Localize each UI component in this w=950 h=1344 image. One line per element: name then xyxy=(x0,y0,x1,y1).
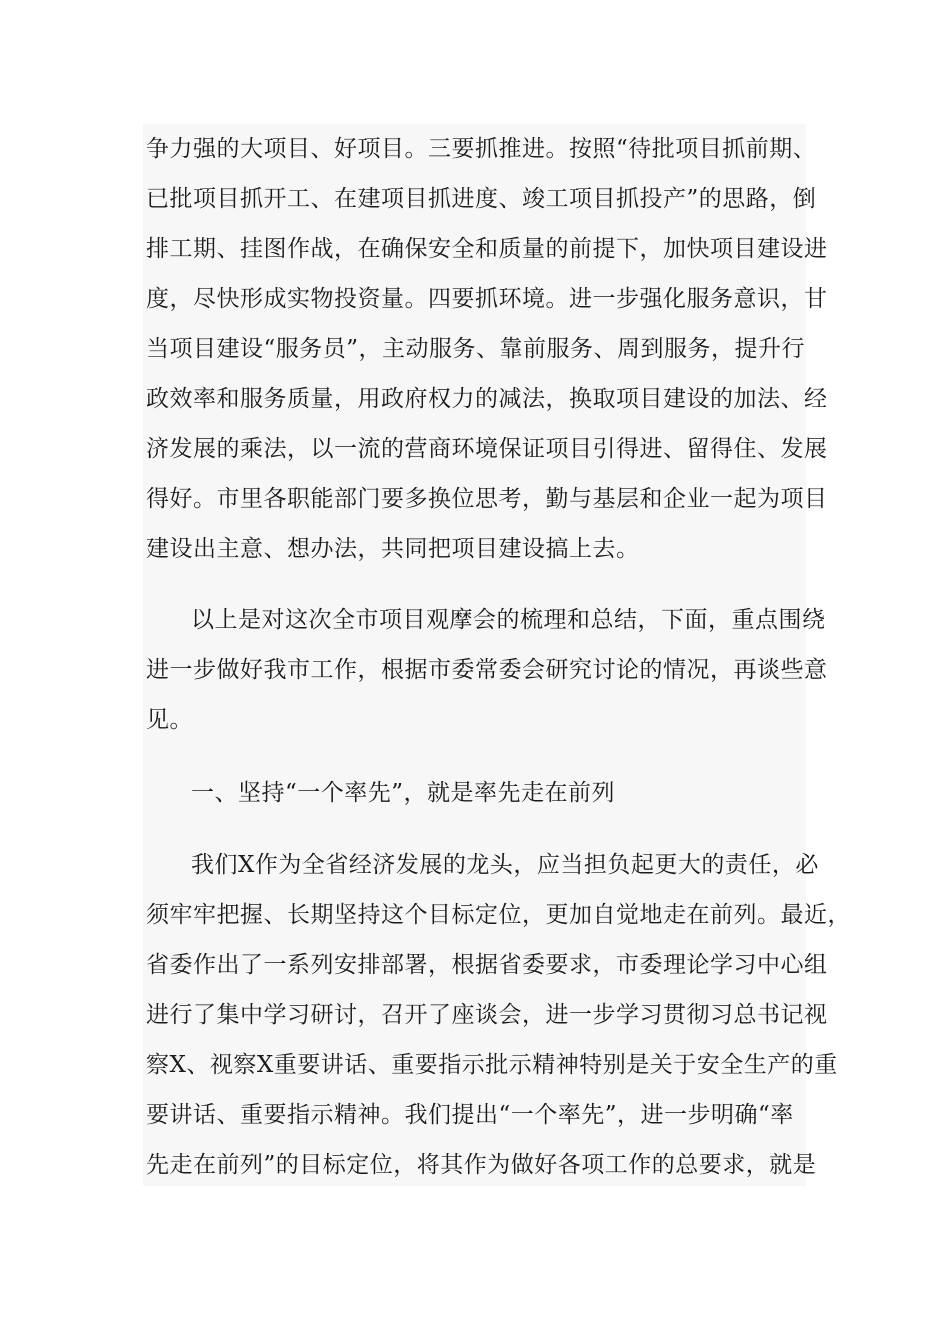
text-line: 察X、视察X重要讲话、重要指示批示精神特别是关于安全生产的重 xyxy=(146,1052,838,1078)
text-line: 得好。市里各职能部门要多换位思考，勤与基层和企业一起为项目 xyxy=(146,486,828,512)
paragraph-first-line: 以上是对这次全市项目观摩会的梳理和总结，下面，重点围绕 xyxy=(191,607,826,633)
text-line: 见。 xyxy=(146,707,193,733)
text-line: 须牢牢把握、长期坚持这个目标定位，更加自觉地走在前列。最近， xyxy=(146,902,851,928)
text-line: 当项目建设“服务员”，主动服务、靠前服务、周到服务，提升行 xyxy=(146,336,806,362)
text-line: 政效率和服务质量，用政府权力的减法，换取项目建设的加法、经 xyxy=(146,386,828,412)
text-line: 省委作出了一系列安排部署，根据省委要求，市委理论学习中心组 xyxy=(146,952,828,978)
text-line: 济发展的乘法，以一流的营商环境保证项目引得进、留得住、发展 xyxy=(146,436,828,462)
text-line: 已批项目抓开工、在建项目抓进度、竣工项目抓投产”的思路，倒 xyxy=(146,186,817,212)
text-line: 建设出主意、想办法，共同把项目建设搞上去。 xyxy=(146,536,640,562)
text-line: 度，尽快形成实物投资量。四要抓环境。进一步强化服务意识，甘 xyxy=(146,286,828,312)
text-line: 进行了集中学习研讨，召开了座谈会，进一步学习贯彻习总书记视 xyxy=(146,1002,828,1028)
paragraph-first-line: 我们X作为全省经济发展的龙头，应当担负起更大的责任，必 xyxy=(191,852,819,878)
text-line: 争力强的大项目、好项目。三要抓推进。按照“待批项目抓前期、 xyxy=(146,136,817,162)
text-line: 先走在前列”的目标定位，将其作为做好各项工作的总要求，就是 xyxy=(146,1152,817,1178)
text-line: 要讲话、重要指示精神。我们提出“一个率先”，进一步明确“率 xyxy=(146,1102,794,1128)
section-heading: 一、坚持“一个率先”，就是率先走在前列 xyxy=(191,780,616,806)
document-body xyxy=(143,124,851,1186)
text-line: 排工期、挂图作战，在确保安全和质量的前提下，加快项目建设进 xyxy=(146,236,828,262)
text-line: 进一步做好我市工作，根据市委常委会研究讨论的情况，再谈些意 xyxy=(146,657,828,683)
